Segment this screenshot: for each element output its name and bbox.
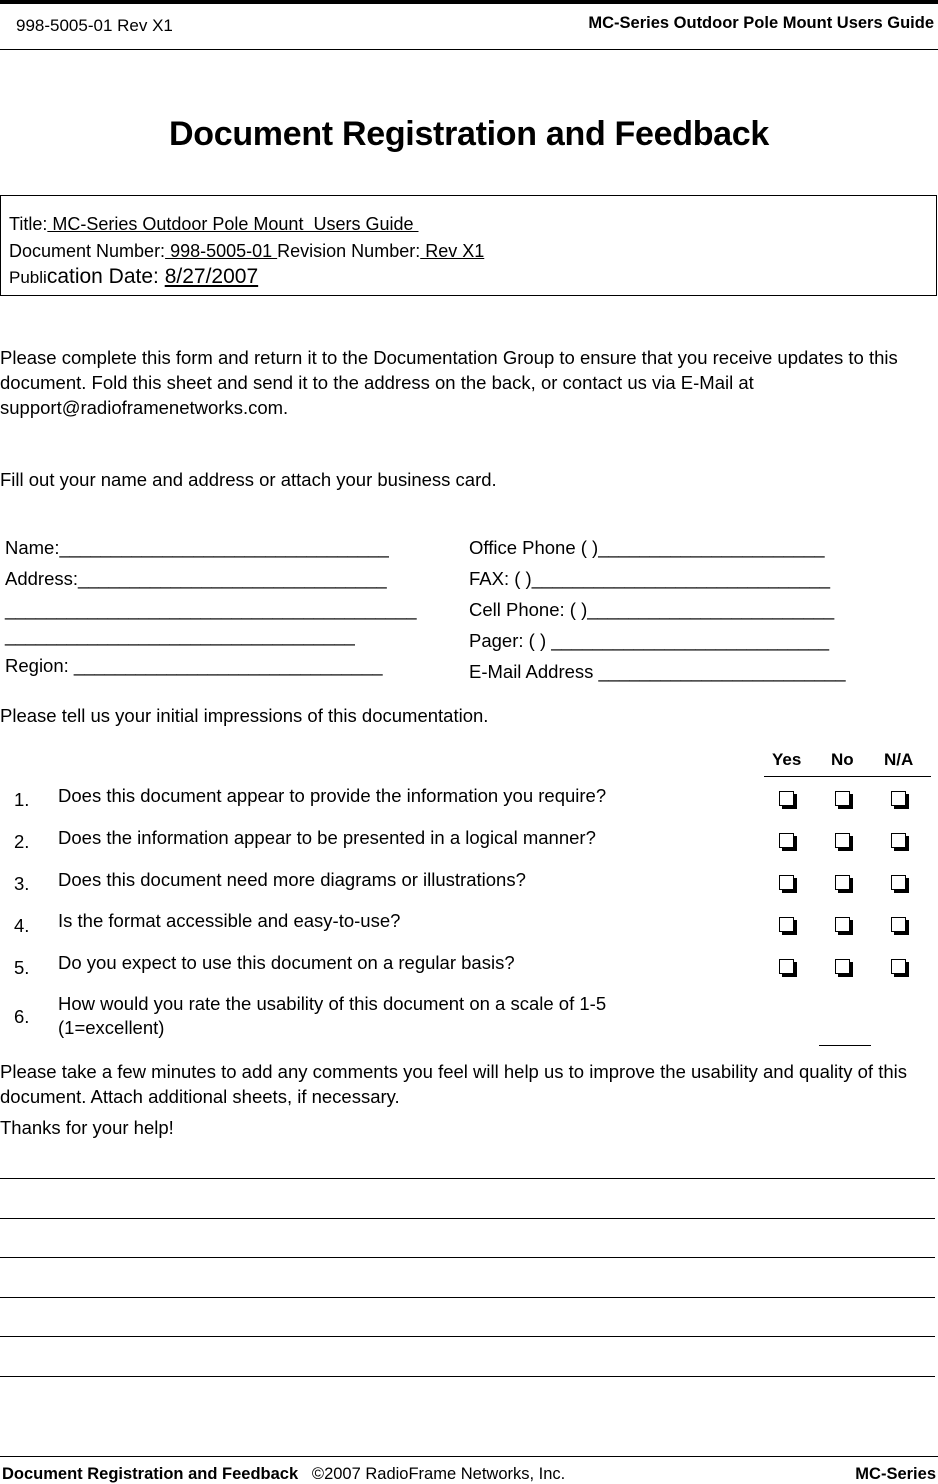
q5-na-checkbox[interactable] (891, 959, 906, 974)
q1-na-checkbox[interactable] (891, 791, 906, 806)
doc-title-value: MC-Series Outdoor Pole Mount Users Guide (47, 214, 419, 234)
header-guide-title: MC-Series Outdoor Pole Mount Users Guide (588, 14, 934, 32)
footer-product: MC-Series (855, 1465, 936, 1483)
question-text: Does this document need more diagrams or illustrations? (58, 869, 526, 890)
footer-copyright: ©2007 RadioFrame Networks, Inc. (311, 1465, 566, 1483)
publication-date-value: 8/27/2007 (164, 265, 259, 288)
doc-number-label: Document Number: (9, 241, 166, 261)
region-field[interactable]: Region: ______________________________ (5, 655, 383, 676)
comment-line[interactable] (0, 1336, 935, 1337)
question-text: Is the format accessible and easy-to-use? (58, 910, 401, 931)
intro-paragraph: Please complete this form and return it to the Documentation Group to ensure that you receive updates to this document. Fold this sheet and send it to the address on the back, or contact us via E-Mail at support@radioframenetworks.com. (0, 347, 898, 418)
question-number: 4. (14, 915, 30, 936)
revision-value: Rev X1 (420, 241, 485, 261)
name-field[interactable]: Name:________________________________ (5, 537, 389, 558)
doc-number-value: 998-5005-01 (165, 241, 278, 261)
revision-label: Revision Number: (277, 241, 421, 261)
fill-instructions: Fill out your name and address or attach your business card. (0, 469, 497, 490)
email-field[interactable]: E-Mail Address ________________________ (469, 661, 846, 682)
q4-na-checkbox[interactable] (891, 917, 906, 932)
question-number: 6. (14, 1006, 30, 1027)
pub-label-large: cation Date: (46, 265, 165, 288)
q4-yes-checkbox[interactable] (779, 917, 794, 932)
doc-title-label: Title: (9, 214, 48, 234)
comments-prompt: Please take a few minutes to add any comments you feel will help us to improve the usability and quality of this document. Attach additional sheets, if necessary. (0, 1061, 907, 1107)
fax-field[interactable]: FAX: ( )_____________________________ (469, 568, 831, 589)
rating-blank[interactable] (819, 1045, 871, 1046)
question-number: 5. (14, 957, 30, 978)
header-rule (0, 49, 938, 50)
question-text: Do you expect to use this document on a regular basis? (58, 952, 515, 973)
q2-no-checkbox[interactable] (835, 833, 850, 848)
top-rule (0, 0, 938, 4)
q1-yes-checkbox[interactable] (779, 791, 794, 806)
address-line-3-field[interactable]: __________________________________ (5, 625, 355, 646)
q2-yes-checkbox[interactable] (779, 833, 794, 848)
question-text: How would you rate the usability of this document on a scale of 1-5 (1=excellent) (58, 993, 607, 1038)
comment-line[interactable] (0, 1297, 935, 1298)
impressions-prompt: Please tell us your initial impressions of this documentation. (0, 705, 489, 726)
question-number: 2. (14, 831, 30, 852)
column-header-rule (764, 776, 931, 777)
comment-line[interactable] (0, 1218, 935, 1219)
question-text: Does this document appear to provide the information you require? (58, 785, 607, 806)
footer-rule (0, 1456, 938, 1457)
q3-no-checkbox[interactable] (835, 875, 850, 890)
publication-date-line (9, 265, 258, 289)
question-text: Does the information appear to be presented in a logical manner? (58, 827, 596, 848)
address-line-2-field[interactable]: ________________________________________ (5, 599, 417, 620)
q3-yes-checkbox[interactable] (779, 875, 794, 890)
column-yes: Yes (772, 750, 802, 769)
column-na: N/A (884, 750, 914, 769)
q3-na-checkbox[interactable] (891, 875, 906, 890)
q1-no-checkbox[interactable] (835, 791, 850, 806)
q5-yes-checkbox[interactable] (779, 959, 794, 974)
cell-phone-field[interactable]: Cell Phone: ( )________________________ (469, 599, 835, 620)
office-phone-field[interactable]: Office Phone ( )______________________ (469, 537, 825, 558)
page-title: Document Registration and Feedback (168, 115, 770, 153)
pager-field[interactable]: Pager: ( ) ___________________________ (469, 630, 830, 651)
pub-label-small: Publi (9, 268, 47, 287)
footer-left (2, 1465, 565, 1484)
thanks-text: Thanks for your help! (0, 1117, 174, 1138)
doc-title-line (9, 214, 419, 235)
footer-section: Document Registration and Feedback (2, 1465, 299, 1483)
comment-line[interactable] (0, 1376, 935, 1377)
comment-line[interactable] (0, 1178, 935, 1179)
q2-na-checkbox[interactable] (891, 833, 906, 848)
q5-no-checkbox[interactable] (835, 959, 850, 974)
q4-no-checkbox[interactable] (835, 917, 850, 932)
column-no: No (831, 750, 854, 769)
header-doc-id: 998-5005-01 Rev X1 (16, 16, 173, 35)
address-field[interactable]: Address:______________________________ (5, 568, 387, 589)
doc-number-line (9, 241, 484, 262)
comment-line[interactable] (0, 1257, 935, 1258)
document-info-box (0, 195, 937, 296)
question-number: 3. (14, 873, 30, 894)
question-number: 1. (14, 789, 30, 810)
